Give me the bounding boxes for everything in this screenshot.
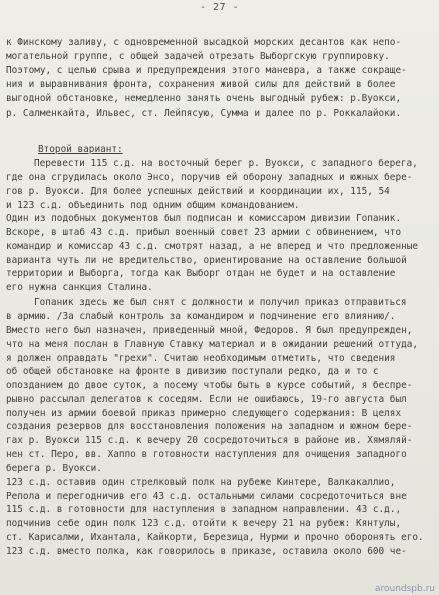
text-line: выгодной обстановке, немедленно занять очень выгодный рубеж: р.Вуокси, xyxy=(6,93,402,104)
text-line: командир и комиссар 43 с.д. смотрят назад, а не вперед и что предложенные xyxy=(6,241,419,252)
text-line: об общей обстановке на фронте в дивизию поступали редко, да и то с xyxy=(6,366,379,377)
text-line: я должен оправдать "грехи". Считаю необходимым отметить, что сведения xyxy=(6,353,396,364)
text-line: Вместо него был назначен, приведенный мной, Федоров. Я был предупрежден, xyxy=(6,325,413,336)
text-line: Перевести 115 с.д. на восточный берег р. Вуокси, с западного берега, xyxy=(34,158,418,169)
text-line: варианта чуть ли не вредительство, ориентирование на оставление большой xyxy=(6,255,407,266)
text-line: 123 с.д. вместо полка, как говорилось в приказе, оставила около 600 че- xyxy=(6,546,407,557)
watermark: aroundspb.ru xyxy=(374,584,435,594)
text-line: создания резервов для восстановления положения на западном и южном бере- xyxy=(6,421,413,432)
text-line: Гопаник здесь же был снят с должности и получил приказ отправиться xyxy=(34,297,407,308)
text-line: 115 с.д. в готовности для наступления в западном направлении. 43 с.д., xyxy=(6,504,402,515)
text-line: берега р. Вуокси. xyxy=(6,463,102,474)
text-line: его нужна санкция Сталина. xyxy=(6,282,153,293)
text-line: гах р. Вуокси 115 с.д. к вечеру 20 сосредоточиться в районе ив. Хямяляй- xyxy=(6,435,413,446)
text-line: рывно рассылал делегатов к соседям. Если не ошибаюсь, 19-го августа был xyxy=(6,394,407,405)
text-line: р. Салменкайта, Ильвес, ст. Лейпясую, Сумма и далее по р. Роккалайоки. xyxy=(6,108,402,119)
section-heading: Второй вариант: xyxy=(38,144,123,155)
text-line: Репола и перегодничив его 43 с.д. остальными силами сосредоточиться вне xyxy=(6,491,407,502)
text-line: могательной группе, с общей задачей отрезать Выборгскую группировку. xyxy=(6,51,390,62)
text-line: подчинив себе один полк 123 с.д. отойти к вечеру 21 на рубеж: Кянтулы, xyxy=(6,518,402,529)
text-line: 123 с.д. оставив один стрелковый полк на рубеже Кинтере, Валкакаллио, xyxy=(6,477,396,488)
text-line: и 123 с.д. объединить под одним общим командованием. xyxy=(6,200,300,211)
text-line: получен из армии боевой приказ примерно следующего содержания: В целях xyxy=(6,408,402,419)
text-line: Поэтому, с целью срыва и предупреждения этого маневра, а также сокраще- xyxy=(6,65,407,76)
text-line: ст. Карисалми, Ихантала, Кайкорти, Березица, Нурми и прочно оборонять его. xyxy=(6,532,424,543)
text-line: где она сгрудилась около Энсо, поручив ей оборону западных и южных бере- xyxy=(6,172,413,183)
text-line: нен ст. Перо, вв. Хаппо в готовности наступления для очищения западного xyxy=(6,449,407,460)
text-line: что на меня послан в Главную Ставку материал и в ожидании решений оттуда, xyxy=(6,339,419,350)
text-line: опозданием до двое суток, а посему чтобы быть в курсе событий, я беспре- xyxy=(6,380,413,391)
page-number: - 27 - xyxy=(199,2,240,13)
text-line: Вскоре, в штаб 43 с.д. прибыл военный совет 23 армии с обвинением, что xyxy=(6,227,402,238)
text-line: Один из подобных документов был подписан и комиссаром дивизии Гопаник. xyxy=(6,213,402,224)
text-line: территории и Выборга, тогда как Выборг отдан не будет и на оставление xyxy=(6,268,396,279)
text-line: в армию. /За слабый контроль за командиром и подчинение его влиянию/. xyxy=(6,311,396,322)
text-line: к Финскому заливу, с одновременной высадкой морских десантов как непо- xyxy=(6,37,402,48)
text-line: ния и выравнивания фронта, сохранения живой силы для действий в более xyxy=(6,79,396,90)
text-line: гов р. Вуокси. Для более успешных действий и координации их, 115, 54 xyxy=(6,186,390,197)
